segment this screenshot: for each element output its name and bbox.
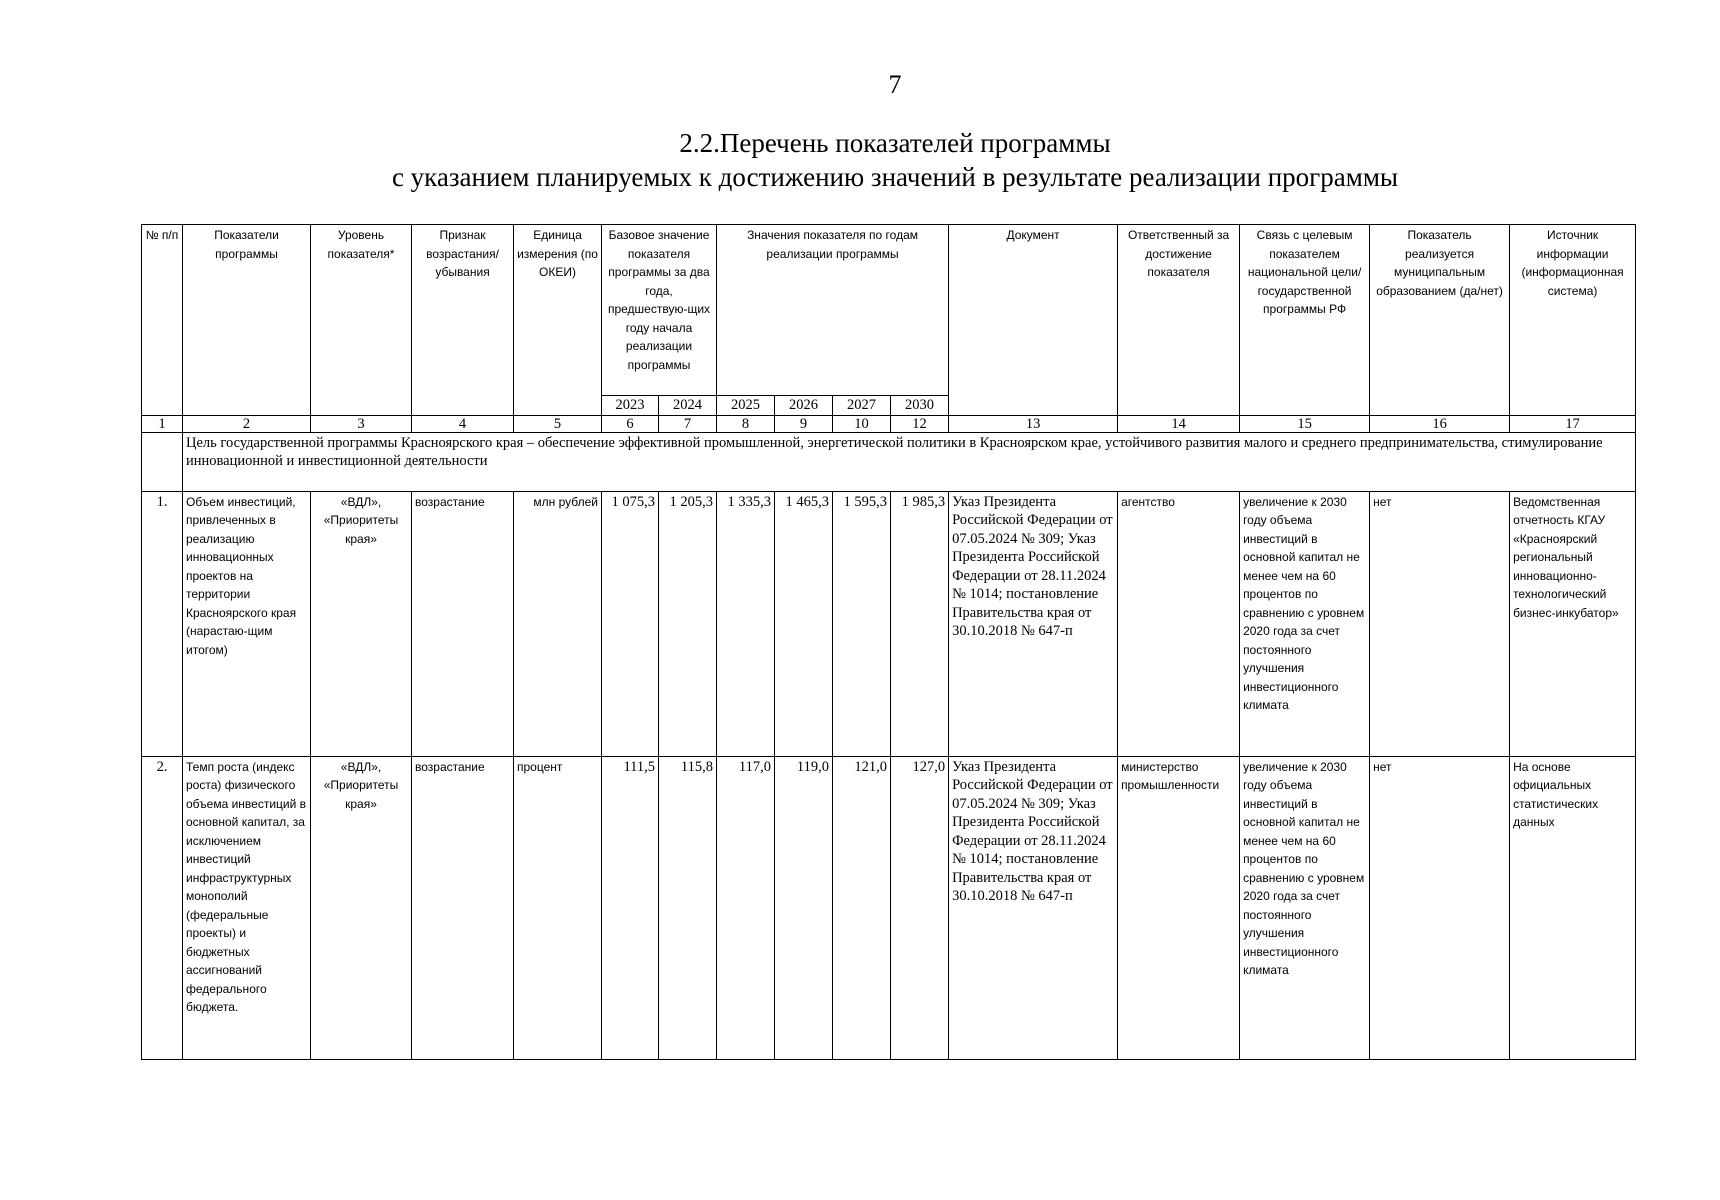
row-value: 1 465,3 [775, 491, 833, 756]
column-number: 15 [1240, 415, 1370, 432]
row-municipal: нет [1370, 491, 1510, 756]
goal-text: Цель государственной программы Красноярского края – обеспечение эффективной промышленной, энергетической политики в Красноярском крае, устойчивого развития малого и среднего предпринимательства, стимулирование инновационной и инвестиционной деятельности [183, 432, 1636, 491]
column-number: 1 [142, 415, 183, 432]
row-source: Ведомственная отчетность КГАУ «Красноярский региональный инновационно-технологический бизнес-инкубатор» [1510, 491, 1636, 756]
header-num: № п/п [142, 225, 183, 416]
title-line-1: 2.2.Перечень показателей программы [679, 128, 1111, 158]
header-source: Источник информации (информационная система) [1510, 225, 1636, 416]
table-row [142, 491, 1636, 756]
row-value: 1 335,3 [717, 491, 775, 756]
row-value: 1 075,3 [602, 491, 659, 756]
header-base-value: Базовое значение показателя программы за два года, предшествую-щих году начала реализации программы [602, 225, 717, 396]
row-level: «ВДЛ», «Приоритеты края» [311, 491, 412, 756]
row-indicator: Объем инвестиций, привлеченных в реализацию инновационных проектов на территории Красноярского края (нарастаю-щим итогом) [183, 491, 311, 756]
header-trend: Признак возрастания/ убывания [412, 225, 514, 416]
row-document: Указ Президента Российской Федерации от 07.05.2024 № 309; Указ Президента Российской Федерации от 28.11.2024 № 1014; постановление Правительства края от 30.10.2018 № 647-п [949, 756, 1118, 1059]
row-value: 1 205,3 [659, 491, 717, 756]
row-value: 111,5 [602, 756, 659, 1059]
year-cell: 2026 [775, 396, 833, 416]
row-source: На основе официальных статистических данных [1510, 756, 1636, 1059]
column-number: 12 [891, 415, 949, 432]
year-cell: 2024 [659, 396, 717, 416]
goal-num-cell [142, 432, 183, 491]
header-document: Документ [949, 225, 1118, 416]
goal-row [142, 432, 1636, 491]
page-title [0, 126, 1720, 194]
table-row [142, 756, 1636, 1059]
column-number: 3 [311, 415, 412, 432]
column-number: 7 [659, 415, 717, 432]
column-numbers-row [142, 415, 1636, 432]
title-line-2: с указанием планируемых к достижению значений в результате реализации программы [391, 162, 1399, 192]
row-num: 1. [142, 491, 183, 756]
year-cell: 2030 [891, 396, 949, 416]
year-cell: 2025 [717, 396, 775, 416]
row-link: увеличение к 2030 году объема инвестиций в основной капитал не менее чем на 60 процентов по сравнению с уровнем 2020 года за счет постоянного улучшения инвестиционного климата [1240, 491, 1370, 756]
column-number: 16 [1370, 415, 1510, 432]
column-number: 17 [1510, 415, 1636, 432]
row-value: 1 985,3 [891, 491, 949, 756]
header-row [142, 225, 1636, 396]
column-number: 14 [1118, 415, 1240, 432]
row-trend: возрастание [412, 491, 514, 756]
header-link: Связь с целевым показателем национальной цели/ государственной программы РФ [1240, 225, 1370, 416]
row-value: 117,0 [717, 756, 775, 1059]
row-num: 2. [142, 756, 183, 1059]
row-value: 121,0 [833, 756, 891, 1059]
row-level: «ВДЛ», «Приоритеты края» [311, 756, 412, 1059]
header-values-by-year: Значения показателя по годам реализации программы [717, 225, 949, 396]
column-number: 9 [775, 415, 833, 432]
row-trend: возрастание [412, 756, 514, 1059]
year-cell: 2023 [602, 396, 659, 416]
column-number: 5 [514, 415, 602, 432]
column-number: 8 [717, 415, 775, 432]
header-level: Уровень показателя* [311, 225, 412, 416]
row-municipal: нет [1370, 756, 1510, 1059]
row-document: Указ Президента Российской Федерации от 07.05.2024 № 309; Указ Президента Российской Федерации от 28.11.2024 № 1014; постановление Правительства края от 30.10.2018 № 647-п [949, 491, 1118, 756]
row-link: увеличение к 2030 году объема инвестиций в основной капитал не менее чем на 60 процентов по сравнению с уровнем 2020 года за счет постоянного улучшения инвестиционного климата [1240, 756, 1370, 1059]
page-number: 7 [888, 70, 902, 99]
column-number: 6 [602, 415, 659, 432]
row-value: 115,8 [659, 756, 717, 1059]
header-indicator: Показатели программы [183, 225, 311, 416]
row-indicator: Темп роста (индекс роста) физического объема инвестиций в основной капитал, за исключением инвестиций инфраструктурных монополий (федеральные проекты) и бюджетных ассигнований федерального бюджета. [183, 756, 311, 1059]
header-responsible: Ответственный за достижение показателя [1118, 225, 1240, 416]
column-number: 4 [412, 415, 514, 432]
row-responsible: агентство [1118, 491, 1240, 756]
row-value: 127,0 [891, 756, 949, 1059]
year-cell: 2027 [833, 396, 891, 416]
column-number: 13 [949, 415, 1118, 432]
column-number: 10 [833, 415, 891, 432]
row-unit: млн рублей [514, 491, 602, 756]
row-value: 119,0 [775, 756, 833, 1059]
header-municipal: Показатель реализуется муниципальным образованием (да/нет) [1370, 225, 1510, 416]
column-number: 2 [183, 415, 311, 432]
row-responsible: министерство промышленности [1118, 756, 1240, 1059]
row-unit: процент [514, 756, 602, 1059]
indicators-table [141, 224, 1636, 1060]
row-value: 1 595,3 [833, 491, 891, 756]
header-unit: Единица измерения (по ОКЕИ) [514, 225, 602, 416]
